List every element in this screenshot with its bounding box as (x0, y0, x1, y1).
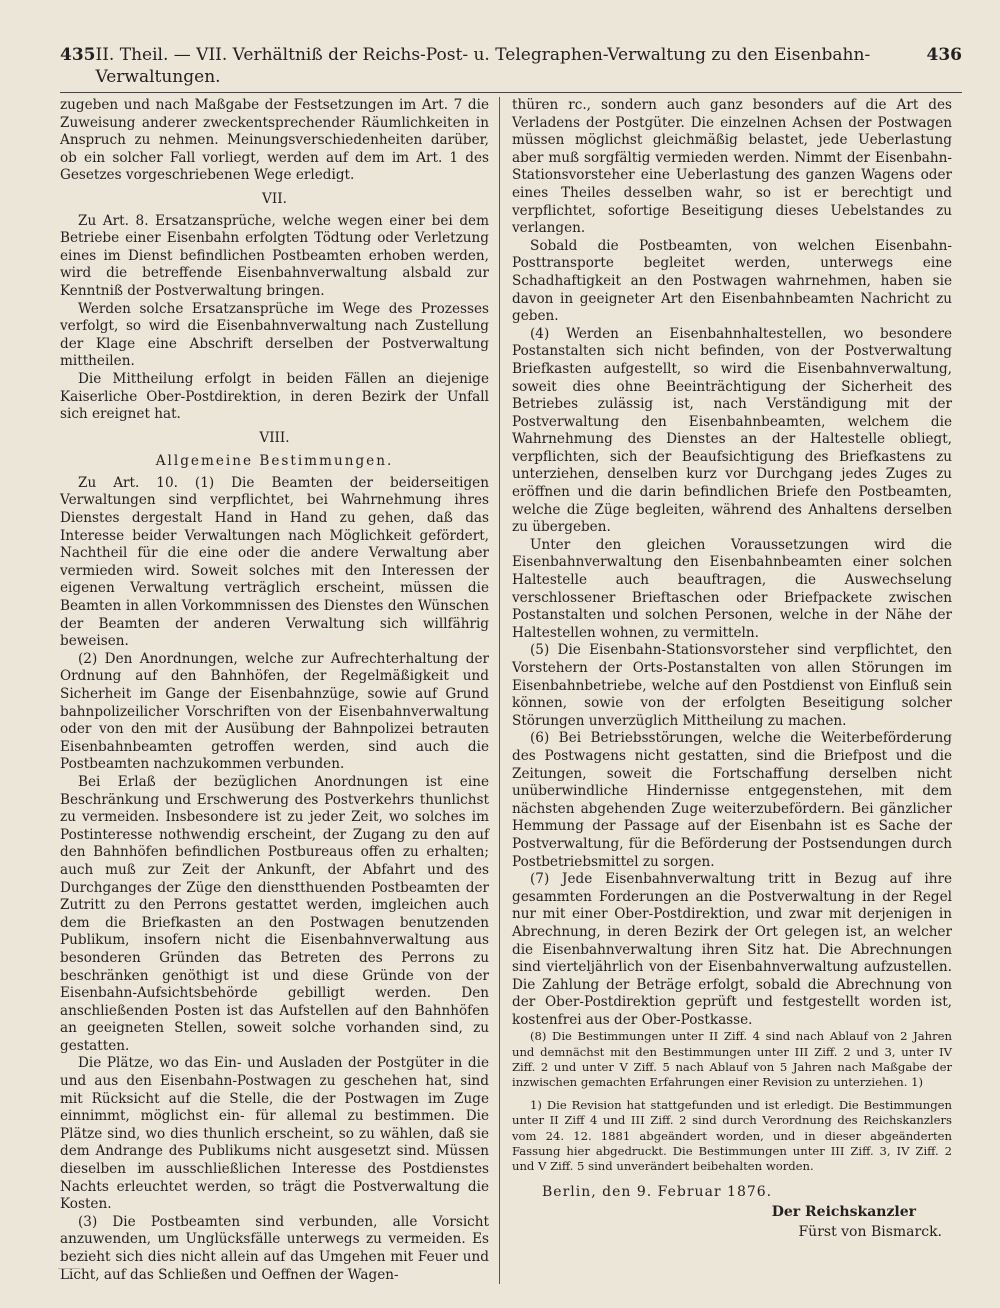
paragraph: zugeben und nach Maßgabe der Festsetzungen im Art. 7 die Zuweisung anderer zweckentsprechender Räumlichkeiten in Anspruch zu nehmen. Meinungsverschiedenheiten darüber, ob ein solcher Fall vorliegt, werden auf dem im Art. 1 des Gesetzes vorgeschriebenen Wege erledigt. (60, 97, 489, 184)
page-number-right: 436 (926, 45, 962, 65)
signature-block (512, 1202, 952, 1242)
paragraph: (3) Die Postbeamten sind verbunden, alle Vorsicht anzuwenden, um Unglücksfälle unterwegs zu vermeiden. Es bezieht sich dies nicht allein auf das Umgehen mit Feuer und Licht, auf das Schließen und Oeffnen der Wagen- (60, 1213, 489, 1283)
paragraph: Unter den gleichen Voraussetzungen wird die Eisenbahnverwaltung den Eisenbahnbeamten einer solchen Haltestelle auch beauftragen, die Auswechselung verschlossener Brieftaschen oder Briefpackete zwischen Postanstalten und solchen Personen, welche in der Nähe der Haltestellen wohnen, zu vermitteln. (512, 536, 952, 641)
signature-title: Der Reichskanzler (771, 1203, 916, 1220)
paragraph: (7) Jede Eisenbahnverwaltung tritt in Bezug auf ihre gesammten Forderungen an die Postverwaltung in der Regel nur mit einer Ober-Postdirektion, und zwar mit derjenigen in Abrechnung, in deren Bezirk der Ort gelegen ist, an welcher die Eisenbahnverwaltung ihren Sitz hat. Die Abrechnungen sind vierteljährlich von der Eisenbahnverwaltung aufzustellen. Die Zahlung der Beträge erfolgt, sobald die Abrechnung von der Ober-Postdirektion geprüft und festgestellt worden ist, kostenfrei aus der Ober-Postkasse. (512, 871, 952, 1028)
paragraph: Die Mittheilung erfolgt in beiden Fällen an diejenige Kaiserliche Ober-Postdirektion, in deren Bezirk der Unfall sich ereignet hat. (60, 370, 489, 423)
date-line: Berlin, den 9. Februar 1876. (542, 1184, 773, 1201)
section-heading-viii: VIII. (259, 429, 290, 446)
running-title: II. Theil. — VII. Verhältniß der Reichs-Post- u. Telegraphen-Verwaltung zu den Eisenbahn-Verwaltungen. (95, 45, 871, 87)
left-column (60, 97, 500, 1284)
signature-name: Fürst von Bismarck. (798, 1223, 942, 1240)
paragraph: Sobald die Postbeamten, von welchen Eisenbahn-Posttransporte begleitet werden, unterwegs eine Schadhaftigkeit an den Postwagen wahrnehmen, haben sie davon in geeigneter Art den Eisenbahnbeamten Nachricht zu geben. (512, 237, 952, 325)
text-columns (60, 97, 962, 1284)
section-subheading: Allgemeine Bestimmungen. (155, 453, 394, 470)
paragraph: Bei Erlaß der bezüglichen Anordnungen ist eine Beschränkung und Erschwerung des Postverkehrs thunlichst zu vermeiden. Insbesondere ist zu jeder Zeit, wo solches im Postinteresse nothwendig erscheint, der Zugang zu den auf den Bahnhöfen befindlichen Postbureaus offen zu erhalten; auch muß zur Zeit der Ankunft, der Abfahrt und des Durchganges der Züge den dienstthuenden Postbeamten der Zutritt zu den Perrons gestattet werden, imgleichen auch dem die Briefkasten an den Postwagen benutzenden Publikum, insofern nicht die Eisenbahnverwaltung aus besonderen Gründen das Betreten des Perrons zu beschränken genöthigt ist und diese Gründe von der Eisenbahn-Aufsichtsbehörde gebilligt werden. Den anschließenden Posten ist das Aufstellen auf den Bahnhöfen an geeigneten Stellen, soweit solche vorhanden sind, zu gestatten. (60, 773, 489, 1054)
page-number-left: 435 (60, 45, 96, 65)
paragraph: thüren rc., sondern auch ganz besonders auf die Art des Verladens der Postgüter. Die einzelnen Achsen der Postwagen müssen möglichst gleichmäßig belastet, jede Ueberlastung aber muß sorgfältig vermieden werden. Nimmt der Eisenbahn-Stationsvorsteher eine Ueberlastung des ganzen Wagens oder eines Theiles desselben wahr, so ist er berechtigt und verpflichtet, sofortige Beseitigung dieses Uebelstandes zu verlangen. (512, 97, 952, 237)
section-heading-vii: VII. (262, 190, 287, 207)
paragraph: (4) Werden an Eisenbahnhaltestellen, wo besondere Postanstalten sich nicht befinden, von der Postverwaltung Briefkasten aufgestellt, so wird die Eisenbahnverwaltung, soweit dies ohne Beeinträchtigung der Sicherheit des Betriebes zulässig ist, nach Verständigung mit der Postverwaltung den Eisenbahnbeamten, welchem die Wahrnehmung des Dienstes an der Haltestelle obliegt, verpflichten, sich der Beaufsichtigung des Briefkastens zu unterziehen, denselben kurz vor Durchgang jedes Zuges zu eröffnen und die darin befindlichen Briefe den Postbeamten, welche die Züge begleiten, während des Anhaltens derselben zu übergeben. (512, 325, 952, 536)
paragraph: Zu Art. 10. (1) Die Beamten der beiderseitigen Verwaltungen sind verpflichtet, bei Wahrnehmung ihres Dienstes dergestalt Hand in Hand zu gehen, daß das Interesse beider Verwaltungen nach Möglichkeit gefördert, Nachtheil für die eine oder die andere Verwaltung aber vermieden wird. Soweit solches mit den Interessen der eigenen Verwaltung verträglich erscheint, müssen die Beamten in allen Vorkommnissen des Dienstes den Wünschen der Beamten der anderen Verwaltung sich willfährig beweisen. (60, 474, 489, 650)
paragraph: Zu Art. 8. Ersatzansprüche, welche wegen einer bei dem Betriebe einer Eisenbahn erfolgten Tödtung oder Verletzung eines im Dienst befindlichen Postbeamten erhoben werden, wird die betreffende Eisenbahnverwaltung alsbald zur Kenntniß der Postverwaltung bringen. (60, 212, 489, 299)
closing-block (512, 1184, 952, 1242)
paragraph: (2) Den Anordnungen, welche zur Aufrechterhaltung der Ordnung auf den Bahnhöfen, der Regelmäßigkeit und Sicherheit im Gange der Eisenbahnzüge, sowie auf Grund bahnpolizeilicher Vorschriften von der Eisenbahnverwaltung oder von den mit der Ausübung der Bahnpolizei betrauten Eisenbahnbeamten getroffen werden, sind auch die Postbeamten nachzukommen verbunden. (60, 650, 489, 773)
print-mark (58, 1268, 80, 1275)
paragraph: Werden solche Ersatzansprüche im Wege des Prozesses verfolgt, so wird die Eisenbahnverwaltung nach Zustellung der Klage eine Abschrift derselben der Postverwaltung mittheilen. (60, 300, 489, 370)
paragraph: (6) Bei Betriebsstörungen, welche die Weiterbeförderung des Postwagens nicht gestatten, sind die Briefpost und die Zeitungen, soweit die Fortschaffung derselben nicht unüberwindliche Hindernisse entgegenstehen, mit dem nächsten abgehenden Zuge weiterzubefördern. Bei gänzlicher Hemmung der Passage auf der Eisenbahn ist es Sache der Postverwaltung, für die Beförderung der Postsendungen durch Postbetriebsmittel zu sorgen. (512, 730, 952, 870)
running-header (60, 44, 962, 93)
right-column (500, 97, 952, 1284)
paragraph: Die Plätze, wo das Ein- und Ausladen der Postgüter in die und aus den Eisenbahn-Postwagen zu geschehen hat, sind mit Rücksicht auf die Stelle, die der Postwagen im Zuge einnimmt, möglichst ein- für allemal zu bestimmen. Die Plätze sind, wo dies thunlich erscheint, so zu wählen, daß sie dem Andrange des Publikums nicht ausgesetzt sind. Müssen dieselben im ausschließlichen Interesse des Postdienstes Nachts erleuchtet werden, so trägt die Postverwaltung die Kosten. (60, 1055, 489, 1213)
footnote: 1) Die Revision hat stattgefunden und ist erledigt. Die Bestimmungen unter II Ziff 4 und III Ziff. 2 sind durch Verordnung des Reichskanzlers vom 24. 12. 1881 abgeändert worden, und in dieser abgeänderten Fassung hier abgedruckt. Die Bestimmungen unter III Ziff. 3, IV Ziff. 2 und V Ziff. 5 sind unverändert beibehalten worden. (512, 1098, 952, 1174)
paragraph: (5) Die Eisenbahn-Stationsvorsteher sind verpflichtet, den Vorstehern der Orts-Postanstalten von allen Störungen im Eisenbahnbetriebe, welche auf den Postdienst von Einfluß sein können, sowie von der erfolgten Beseitigung solcher Störungen unverzüglich Mittheilung zu machen. (512, 642, 952, 729)
paragraph-small: (8) Die Bestimmungen unter II Ziff. 4 sind nach Ablauf von 2 Jahren und demnächst mit den Bestimmungen unter III Ziff. 2 und 3, unter IV Ziff. 2 und unter V Ziff. 5 nach Ablauf von 5 Jahren nach Maßgabe der inzwischen gemachten Erfahrungen einer Revision zu unterziehen. 1) (512, 1029, 952, 1090)
